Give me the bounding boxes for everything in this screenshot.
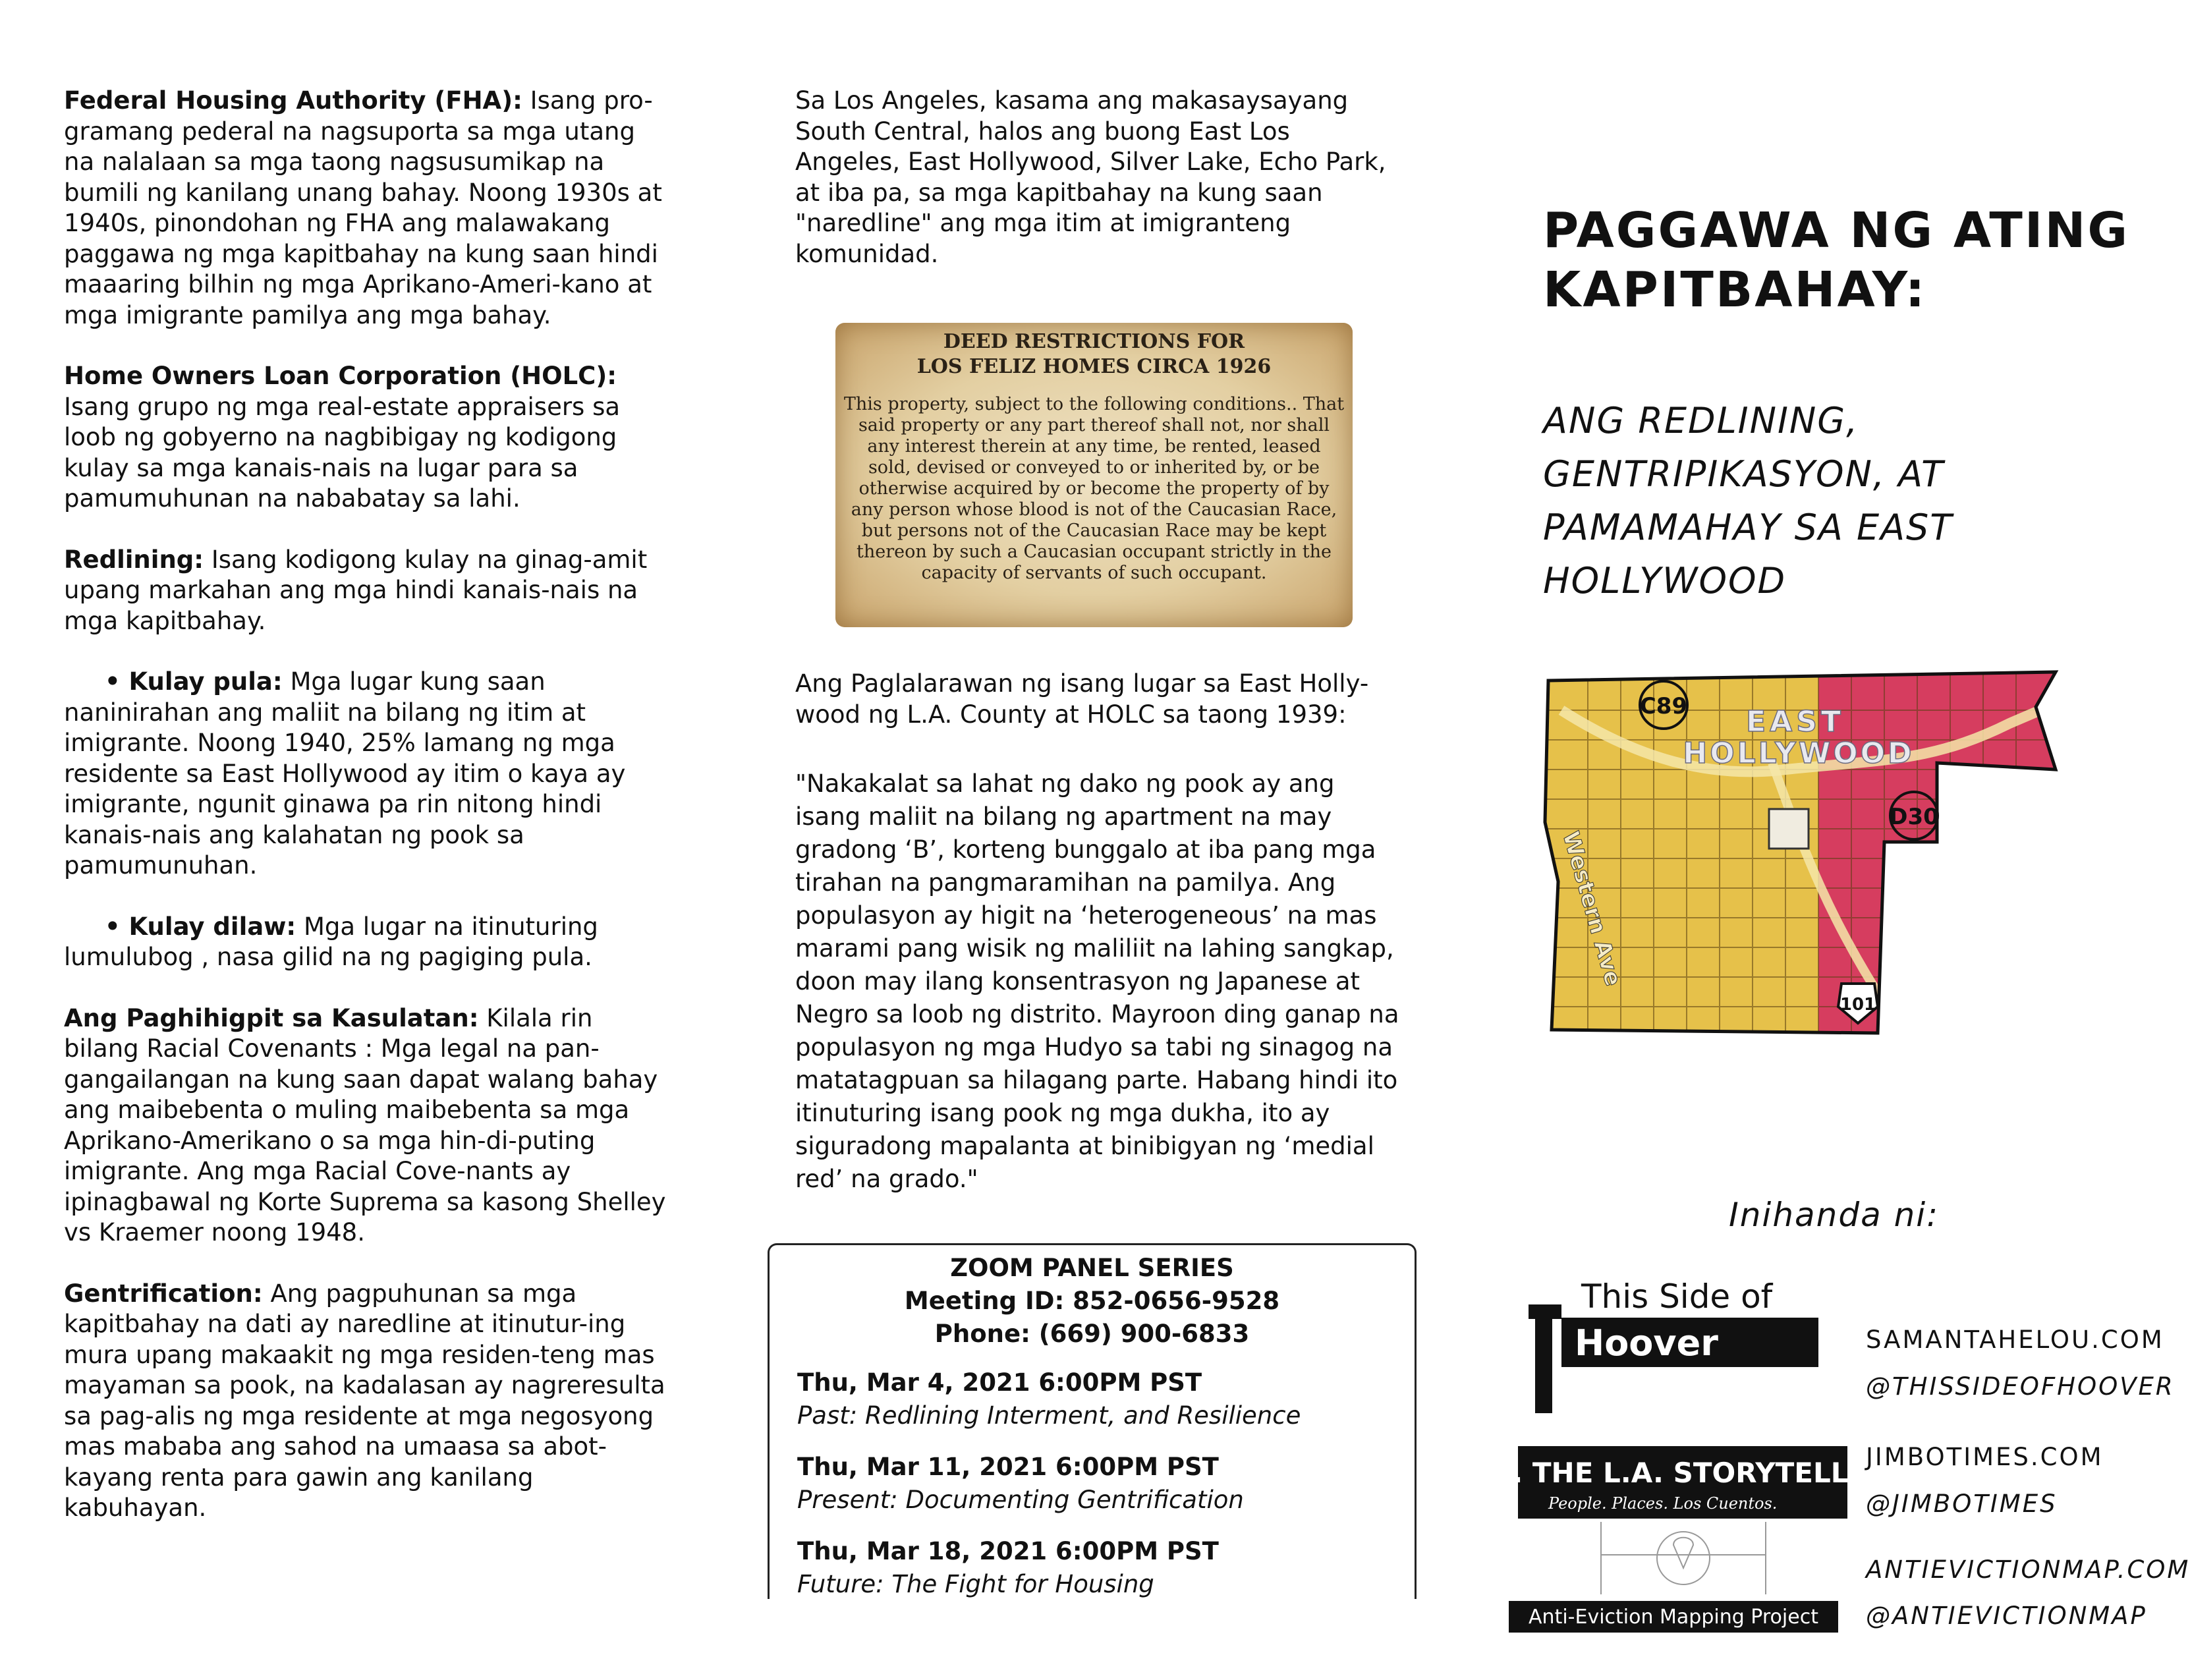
red-zone-term: • Kulay pula: (105, 667, 283, 696)
covenant-entry (64, 1003, 670, 1248)
sign-post (1535, 1314, 1552, 1413)
red-zone-entry (64, 667, 670, 882)
storyteller-tagline: People. Places. Los Cuentos. (1548, 1494, 1778, 1513)
zoom-panel-box (768, 1243, 1417, 1599)
deed-title-line1: DEED RESTRICTIONS FOR (943, 330, 1245, 353)
prepared-by-label: Inihanda ni: (1729, 1196, 1940, 1234)
holc-entry (64, 361, 670, 515)
holc-term: Home Owners Loan Corporation (HOLC): (64, 362, 617, 390)
event-description: Future: The Fight for Housing (797, 1570, 1154, 1598)
zoom-title: ZOOM PANEL SERIES (950, 1254, 1234, 1282)
contact-site-3[interactable]: ANTIEVICTIONMAP.COM (1866, 1555, 2190, 1584)
deed-text: This property, subject to the following conditions.. That said property or any part thereof shall not, nor shall any interest therein at any time, be rented, leased sold, devised or conveyed to or inherited by, or be otherwise acquired by or become the property of by any person whose blood is not of the Caucasian Race, but persons not of the Caucasian Race may be kept thereon by such a Caucasian occupant strictly in the capacity of servants of such occupant. (843, 394, 1345, 583)
fha-definition: Isang pro-gramang pederal na nagsuporta sa mga utang na nalalaan sa mga taong nagsusumikap na bumili ng kanilang unang bahay. Noong 1930s at 1940s, pinondohan ng FHA ang malawakang paggawa ng mga kapitbahay na kung saan hindi maaaring bilhin ng mga Aprikano-Ameri-kano at mga imigrante pamilya ang mga bahay. (64, 86, 662, 329)
gentrification-term: Gentrification: (64, 1279, 263, 1308)
fha-entry (64, 86, 670, 331)
event-item (797, 1366, 1415, 1432)
red-zone-definition: Mga lugar kung saan naninirahan ang maliit na bilang ng itim at imigrante. Noong 1940, 25% lamang ng mga residente sa East Hollywood ay itim o kaya ay imigrante, ngunit ginawa pa rin nitong hindi kanais-nais ang kalahatan ng pook sa pamumunuhan. (64, 667, 626, 880)
sign-line1: This Side of (1581, 1277, 1773, 1316)
redlining-definition: Isang kodigong kulay na ginag-amit upang markahan ang mga hindi kanais-nais na mga kapitbahay. (64, 545, 648, 635)
western-ave-label: Western Ave (1557, 828, 1627, 990)
gentrification-entry (64, 1279, 670, 1524)
contact-handle-2[interactable]: @JIMBOTIMES (1866, 1490, 2058, 1518)
cover-subtitle-line4: HOLLYWOOD (1543, 560, 1787, 602)
quote-intro: Ang Paglalarawan ng isang lugar sa East Holly-wood ng L.A. County at HOLC sa taong 1939: (795, 669, 1369, 729)
storyteller-name: J.T. THE L.A. STORYTELLER (1476, 1457, 1889, 1489)
sign-line2: Hoover (1575, 1322, 1718, 1364)
cover-subtitle-line1: ANG REDLINING, (1543, 400, 1859, 441)
event-item (797, 1535, 1415, 1601)
cover-title (1543, 201, 2136, 320)
contact-handle-1[interactable]: @THISSIDEOFHOOVER (1866, 1372, 2175, 1401)
glossary-column (64, 86, 670, 1554)
map-label-hollywood: HOLLYWOOD (1683, 737, 1915, 770)
contact-handle-3[interactable]: @ANTIEVICTIONMAP (1866, 1602, 2147, 1630)
event-date: Thu, Mar 4, 2021 6:00PM PST (797, 1368, 1202, 1397)
gentrification-definition: Ang pagpuhunan sa mga kapitbahay na dati ay naredline at itinutur-ing mura upang makaakit ng mga residen-teng mas mayaman sa pook, na kadalasan ay nagreresulta sa pag-alis ng mga residente at mga negosyong mas mababa ang sahod na umaasa sa abot-kayang renta para gawin ang kanilang kabuhayan. (64, 1279, 665, 1522)
covenant-definition: Kilala rin bilang Racial Covenants : Mga legal na pan-gangailangan na kung saan dapat walang bahay ang maibebenta o muling maibebenta sa mga Aprikano-Amerikano o sa mga hin-di-puting imigrante. Ang mga Racial Cove-nants ay ipinagbawal ng Korte Suprema sa kasong Shelley vs Kraemer noong 1948. (64, 1003, 666, 1246)
la-intro-text: Sa Los Angeles, kasama ang makasaysayang South Central, halos ang buong East Los Angeles, East Hollywood, Silver Lake, Echo Park, at iba pa, sa mga kapitbahay na kung saan "naredline" ang mga itim at imigranteng komunidad. (795, 86, 1386, 268)
cover-subtitle-line3: PAMAMAHAY SA EAST (1543, 507, 1953, 548)
event-date: Thu, Mar 18, 2021 6:00PM PST (797, 1537, 1219, 1565)
cover-subtitle (1543, 394, 2070, 607)
redlining-entry (64, 545, 670, 637)
zoom-meeting-id: Meeting ID: 852-0656-9528 (904, 1287, 1280, 1315)
organization-logos (1476, 1277, 1889, 1634)
la-intro-paragraph (795, 86, 1401, 300)
cover-subtitle-line2: GENTRIPIKASYON, AT (1543, 453, 1945, 495)
cover-title-line1: PAGGAWA NG ATING (1543, 202, 2130, 259)
fha-term: Federal Housing Authority (FHA): (64, 86, 522, 115)
code-yellow: C89 (1639, 693, 1688, 719)
covenant-term: Ang Paghihigpit sa Kasulatan: (64, 1003, 479, 1032)
cover-title-line2: KAPITBAHAY: (1543, 262, 1927, 318)
event-description: Past: Redlining Interment, and Resilience (797, 1401, 1301, 1430)
yellow-zone-entry (64, 912, 670, 973)
code-red: D30 (1889, 804, 1939, 830)
zoom-phone: Phone: (669) 900-6833 (934, 1320, 1250, 1348)
la-junior-college (1769, 809, 1809, 849)
highway-number: 101 (1839, 995, 1876, 1015)
holc-definition: Isang grupo ng mga real-estate appraisers sa loob ng gobyerno na nagbibigay ng kodigong kulay sa mga kanais-nais na lugar para sa pamumuhunan na nababatay sa lahi. (64, 392, 621, 513)
aemp-name: Anti-Eviction Mapping Project (1529, 1606, 1818, 1629)
deed-title-line2: LOS FELIZ HOMES CIRCA 1926 (916, 355, 1272, 378)
contact-site-2[interactable]: JIMBOTIMES.COM (1866, 1443, 2104, 1471)
event-date: Thu, Mar 11, 2021 6:00PM PST (797, 1453, 1219, 1481)
contact-site-1[interactable]: SAMANTAHELOU.COM (1866, 1326, 2164, 1354)
redlining-term: Redlining: (64, 545, 204, 574)
map-label-east: EAST (1746, 705, 1845, 739)
deed-restriction-image (835, 323, 1353, 627)
yellow-zone-definition: Mga lugar na itinuturing lumulubog , nasa gilid na ng pagiging pula. (64, 912, 598, 971)
redlining-map (1535, 664, 2069, 1040)
holc-quote: "Nakakalat sa lahat ng dako ng pook ay ang isang maliit na bilang ng apartment na may gradong ‘B’, korteng bunggalo at iba pang mga tirahan na pangmaramihan na pamilya. Ang populasyon ay higit na ‘heterogeneous’ na mas marami pang wisik ng maliliit na lahing sangkap, doon may ilang konsentrasyon ng Japanese at Negro sa loob ng distrito. Mayroon ding ganap na populasyon ng mga Hudyo sa tabi ng sinagog na matatagpuan sa hilagang parte. Habang hindi ito itinuturing isang pook ng mga dukha, ito ay siguradong mapalanta at binibigyan ng ‘medial red’ na grado." (795, 770, 1399, 1193)
event-item (797, 1451, 1415, 1517)
yellow-zone-term: • Kulay dilaw: (105, 912, 296, 941)
event-description: Present: Documenting Gentrification (797, 1486, 1244, 1514)
building-sketch-icon (1601, 1522, 1766, 1594)
